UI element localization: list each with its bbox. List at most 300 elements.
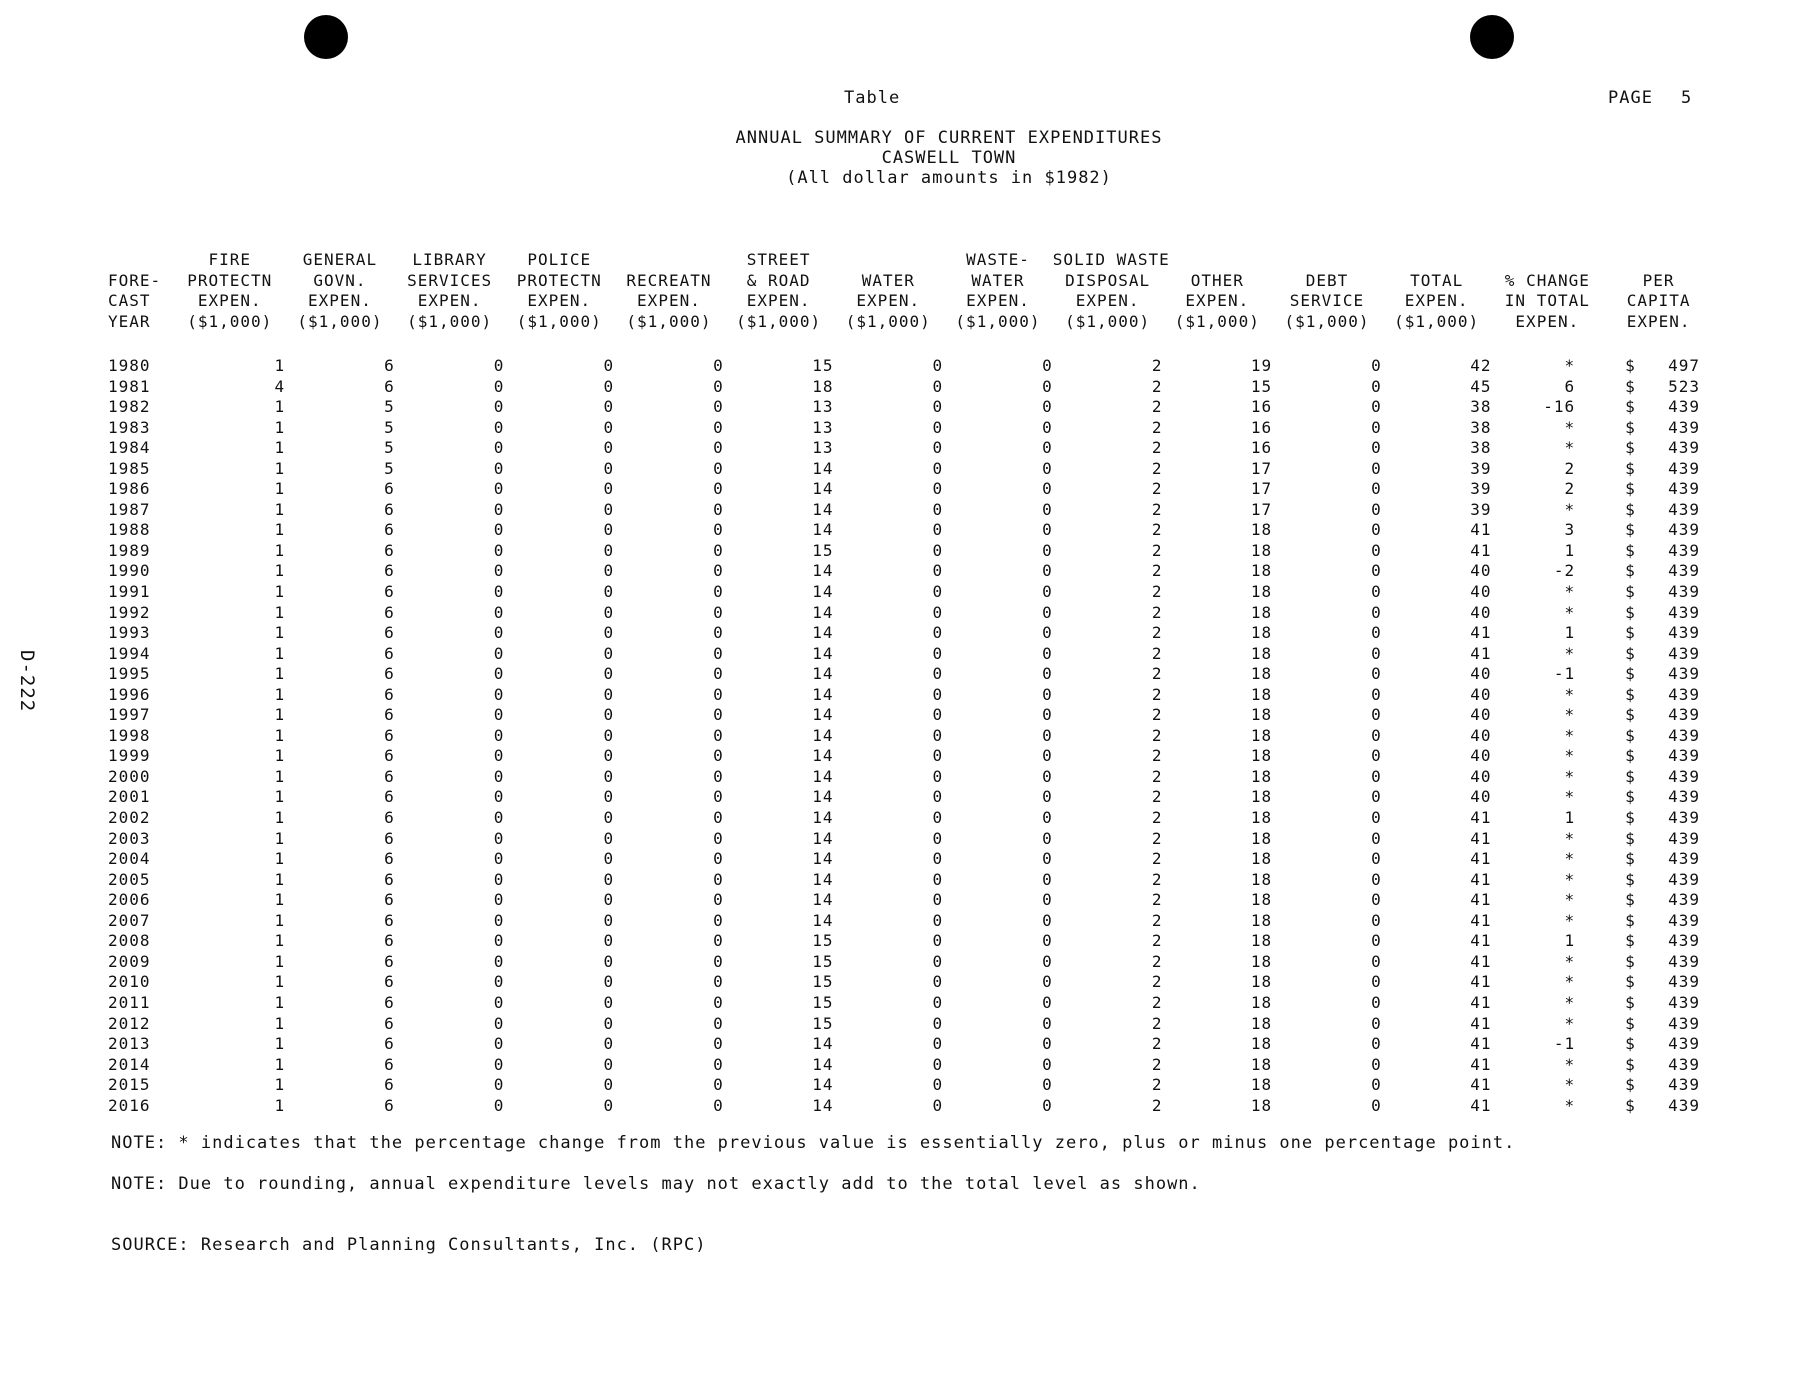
value-cell: 0 — [1042, 623, 1053, 643]
value-cell: 5 — [384, 438, 395, 458]
value-cell: 0 — [603, 1075, 615, 1095]
value-cell: 1 — [274, 808, 286, 828]
value-cell: 18 — [1250, 828, 1273, 848]
table-row — [108, 787, 1714, 808]
table-row — [108, 356, 1714, 377]
value-cell: 1 — [274, 1034, 286, 1054]
value-cell: 2 — [1151, 992, 1163, 1012]
year-cell: 2006 — [108, 890, 151, 910]
value-cell: 2 — [1151, 664, 1163, 684]
per-capita-cell — [1603, 911, 1714, 932]
value-cell: 41 — [1470, 849, 1492, 869]
column-header-line: CAST — [108, 291, 151, 310]
value-cell: * — [1564, 972, 1576, 992]
value-cell: 0 — [713, 890, 724, 910]
value-cell: 38 — [1470, 397, 1492, 417]
value-cell: 0 — [1042, 602, 1053, 622]
value-cell: 0 — [1371, 540, 1382, 560]
value-cell: 0 — [603, 664, 615, 684]
dollar-sign: $ — [1625, 808, 1636, 828]
value-cell: 0 — [932, 417, 944, 437]
value-cell: 1 — [274, 458, 286, 478]
dollar-sign: $ — [1625, 849, 1636, 869]
column-header-line: FORE- — [108, 270, 162, 290]
value-cell: 16 — [1250, 417, 1273, 437]
dollar-sign: $ — [1625, 1034, 1636, 1054]
value-cell: 0 — [603, 438, 615, 458]
value-cell: 14 — [812, 849, 834, 869]
value-cell: 18 — [1250, 1013, 1273, 1033]
value-cell: 0 — [493, 582, 505, 602]
column-header-line: SOLID WASTE — [1052, 250, 1170, 269]
dollar-sign: $ — [1625, 540, 1636, 560]
per-capita-value: 439 — [1668, 808, 1700, 828]
year-cell: 1989 — [108, 540, 151, 560]
value-cell: 0 — [1371, 520, 1382, 540]
value-cell: 0 — [713, 1075, 724, 1095]
value-cell: 41 — [1470, 623, 1492, 643]
value-cell: 6 — [384, 582, 395, 602]
per-capita-cell — [1603, 829, 1714, 850]
dollar-sign: $ — [1625, 1075, 1636, 1095]
year-cell: 2008 — [108, 931, 151, 951]
value-cell: 0 — [1042, 520, 1053, 540]
value-cell: 14 — [812, 602, 834, 622]
value-cell: 6 — [384, 746, 395, 766]
value-cell: 2 — [1151, 890, 1163, 910]
value-cell: 41 — [1470, 1075, 1492, 1095]
value-cell: 0 — [932, 992, 944, 1012]
dollar-sign: $ — [1625, 602, 1636, 622]
value-cell: 18 — [1250, 725, 1273, 745]
value-cell: 0 — [932, 520, 944, 540]
value-cell: 6 — [384, 684, 395, 704]
value-cell: 0 — [932, 479, 944, 499]
value-cell: 6 — [1564, 376, 1576, 396]
value-cell: 0 — [493, 705, 505, 725]
column-header-line: ($1,000) — [736, 311, 822, 331]
year-cell: 2007 — [108, 910, 151, 930]
value-cell: 1 — [274, 992, 286, 1012]
value-cell: 0 — [1042, 828, 1053, 848]
year-cell: 2015 — [108, 1075, 151, 1095]
value-cell: 6 — [384, 705, 395, 725]
value-cell: 0 — [713, 499, 724, 519]
value-cell: 18 — [1250, 1075, 1273, 1095]
value-cell: 14 — [812, 808, 834, 828]
value-cell: 15 — [812, 540, 834, 560]
value-cell: 0 — [1371, 684, 1382, 704]
dollar-sign: $ — [1625, 725, 1636, 745]
value-cell: 0 — [1371, 499, 1382, 519]
value-cell: * — [1564, 869, 1576, 889]
value-cell: 40 — [1470, 766, 1492, 786]
value-cell: 0 — [603, 479, 615, 499]
value-cell: 0 — [713, 766, 724, 786]
value-cell: 6 — [384, 828, 395, 848]
value-cell: 0 — [932, 828, 944, 848]
per-capita-cell — [1603, 1075, 1714, 1096]
document-title-block — [0, 128, 1798, 188]
value-cell: 40 — [1470, 705, 1492, 725]
value-cell: 0 — [493, 561, 505, 581]
value-cell: 2 — [1564, 479, 1576, 499]
value-cell: 0 — [1371, 787, 1382, 807]
value-cell: 14 — [812, 499, 834, 519]
value-cell: 2 — [1151, 582, 1163, 602]
column-header-line: ($1,000) — [1394, 311, 1480, 331]
year-cell: 1993 — [108, 623, 151, 643]
value-cell: 0 — [713, 643, 724, 663]
value-cell: 0 — [932, 397, 944, 417]
value-cell: 6 — [384, 499, 395, 519]
value-cell: 0 — [713, 602, 724, 622]
value-cell: 0 — [1042, 1054, 1053, 1074]
value-cell: 1 — [274, 849, 286, 869]
year-cell: 1999 — [108, 746, 151, 766]
value-cell: 0 — [932, 766, 944, 786]
value-cell: 4 — [274, 376, 286, 396]
value-cell: 0 — [603, 602, 615, 622]
per-capita-value: 439 — [1668, 725, 1700, 745]
value-cell: 6 — [384, 540, 395, 560]
value-cell: 6 — [384, 849, 395, 869]
value-cell: 0 — [493, 684, 505, 704]
per-capita-cell — [1603, 1014, 1714, 1035]
dollar-sign: $ — [1625, 397, 1636, 417]
value-cell: 0 — [1042, 684, 1053, 704]
per-capita-value: 439 — [1668, 561, 1700, 581]
per-capita-cell — [1603, 952, 1714, 973]
per-capita-value: 439 — [1668, 1054, 1700, 1074]
per-capita-value: 439 — [1668, 602, 1700, 622]
per-capita-cell — [1603, 726, 1714, 747]
value-cell: 17 — [1250, 458, 1273, 478]
value-cell: 0 — [1371, 890, 1382, 910]
value-cell: 0 — [1042, 992, 1053, 1012]
document-units-note: (All dollar amounts in $1982) — [786, 168, 1112, 188]
value-cell: 0 — [1371, 828, 1382, 848]
year-cell: 1985 — [108, 458, 151, 478]
value-cell: 3 — [1564, 520, 1576, 540]
value-cell: 1 — [274, 582, 286, 602]
year-cell: 2001 — [108, 787, 151, 807]
per-capita-cell — [1603, 808, 1714, 829]
column-header-line: ($1,000) — [1174, 311, 1260, 331]
value-cell: 0 — [1042, 951, 1053, 971]
value-cell: 0 — [932, 458, 944, 478]
value-cell: 0 — [1371, 664, 1382, 684]
value-cell: 5 — [384, 458, 395, 478]
per-capita-value: 439 — [1668, 520, 1700, 540]
value-cell: 18 — [1250, 869, 1273, 889]
value-cell: 0 — [713, 910, 724, 930]
column-header-line: FIRE — [208, 250, 252, 269]
value-cell: 1 — [274, 725, 286, 745]
value-cell: 15 — [812, 1013, 834, 1033]
value-cell: 0 — [713, 520, 724, 540]
value-cell: 0 — [1042, 787, 1053, 807]
value-cell: 0 — [932, 1095, 944, 1115]
dollar-sign: $ — [1625, 664, 1636, 684]
column-header-line: ($1,000) — [187, 311, 273, 331]
per-capita-value: 439 — [1668, 1095, 1700, 1115]
per-capita-value: 439 — [1668, 705, 1700, 725]
value-cell: 0 — [493, 376, 505, 396]
value-cell: 0 — [1042, 499, 1053, 519]
value-cell: 1 — [274, 684, 286, 704]
per-capita-value: 523 — [1668, 376, 1700, 396]
value-cell: * — [1564, 356, 1576, 375]
page-label: PAGE — [1608, 88, 1653, 108]
per-capita-cell — [1603, 561, 1714, 582]
value-cell: 2 — [1151, 705, 1163, 725]
value-cell: 5 — [384, 397, 395, 417]
table-row — [108, 438, 1714, 459]
dollar-sign: $ — [1625, 458, 1636, 478]
value-cell: * — [1564, 910, 1576, 930]
value-cell: 0 — [932, 1075, 944, 1095]
per-capita-value: 439 — [1668, 582, 1700, 602]
value-cell: 2 — [1151, 951, 1163, 971]
value-cell: 0 — [713, 1095, 724, 1115]
value-cell: 0 — [1042, 766, 1053, 786]
table-row — [108, 1014, 1714, 1035]
per-capita-value: 439 — [1668, 766, 1700, 786]
value-cell: * — [1564, 849, 1576, 869]
value-cell: 1 — [1564, 623, 1576, 643]
value-cell: 14 — [812, 869, 834, 889]
value-cell: 0 — [493, 849, 505, 869]
value-cell: 1 — [274, 972, 286, 992]
value-cell: 0 — [603, 787, 615, 807]
value-cell: 0 — [603, 766, 615, 786]
value-cell: 1 — [274, 520, 286, 540]
value-cell: 0 — [603, 582, 615, 602]
value-cell: 1 — [274, 1075, 286, 1095]
value-cell: 14 — [812, 1075, 834, 1095]
per-capita-value: 439 — [1668, 684, 1700, 704]
value-cell: 6 — [384, 1054, 395, 1074]
value-cell: 0 — [603, 910, 615, 930]
value-cell: 0 — [1042, 1034, 1053, 1054]
value-cell: 0 — [932, 910, 944, 930]
value-cell: 0 — [1042, 705, 1053, 725]
value-cell: 2 — [1151, 910, 1163, 930]
document-title: ANNUAL SUMMARY OF CURRENT EXPENDITURES — [735, 128, 1163, 148]
table-row — [108, 1075, 1714, 1096]
value-cell: 0 — [932, 951, 944, 971]
value-cell: 0 — [932, 643, 944, 663]
value-cell: 0 — [1042, 458, 1053, 478]
table-row — [108, 541, 1714, 562]
value-cell: 15 — [812, 972, 834, 992]
per-capita-value: 439 — [1668, 992, 1700, 1012]
value-cell: 39 — [1470, 479, 1492, 499]
value-cell: 6 — [384, 1034, 395, 1054]
value-cell: 0 — [1042, 356, 1053, 375]
per-capita-cell — [1603, 705, 1714, 726]
year-cell: 1997 — [108, 705, 151, 725]
value-cell: 0 — [1042, 849, 1053, 869]
column-header-line — [1603, 250, 1714, 271]
year-cell: 2010 — [108, 972, 151, 992]
side-page-code: D-222 — [16, 650, 38, 713]
value-cell: 16 — [1250, 397, 1273, 417]
table-row — [108, 808, 1714, 829]
value-cell: 14 — [812, 479, 834, 499]
value-cell: 19 — [1250, 356, 1273, 375]
value-cell: 0 — [603, 808, 615, 828]
column-header-line — [108, 250, 174, 271]
value-cell: 6 — [384, 1013, 395, 1033]
value-cell: 0 — [713, 540, 724, 560]
value-cell: 1 — [274, 869, 286, 889]
per-capita-value: 439 — [1668, 438, 1700, 458]
table-row — [108, 603, 1714, 624]
table-row — [108, 520, 1714, 541]
value-cell: * — [1564, 1075, 1576, 1095]
value-cell: 41 — [1470, 992, 1492, 1012]
value-cell: 0 — [932, 356, 944, 375]
per-capita-cell — [1603, 890, 1714, 911]
value-cell: 0 — [1371, 417, 1382, 437]
value-cell: 2 — [1151, 1075, 1163, 1095]
note-asterisk: NOTE: * indicates that the percentage change from the previous value is essentially zero, plus or minus one percentage point. — [111, 1133, 1516, 1153]
value-cell: 0 — [493, 1034, 505, 1054]
value-cell: 6 — [384, 808, 395, 828]
value-cell: 0 — [603, 520, 615, 540]
year-cell: 2009 — [108, 951, 151, 971]
punch-hole-left — [304, 15, 348, 59]
column-header-line: ($1,000) — [955, 311, 1041, 331]
value-cell: 0 — [603, 397, 615, 417]
value-cell: * — [1564, 705, 1576, 725]
value-cell: 40 — [1470, 684, 1492, 704]
value-cell: 2 — [1151, 520, 1163, 540]
per-capita-cell — [1603, 479, 1714, 500]
value-cell: 0 — [1042, 1075, 1053, 1095]
per-capita-value: 439 — [1668, 540, 1700, 560]
year-cell: 1986 — [108, 479, 151, 499]
value-cell: 0 — [1042, 931, 1053, 951]
value-cell: 41 — [1470, 643, 1492, 663]
value-cell: 0 — [1042, 746, 1053, 766]
value-cell: 1 — [274, 643, 286, 663]
value-cell: 0 — [932, 582, 944, 602]
value-cell: 0 — [603, 1054, 615, 1074]
value-cell: 14 — [812, 684, 834, 704]
value-cell: 18 — [1250, 664, 1273, 684]
value-cell: 0 — [713, 705, 724, 725]
table-row — [108, 972, 1714, 993]
year-cell: 2011 — [108, 992, 151, 1012]
value-cell: 14 — [812, 643, 834, 663]
value-cell: 17 — [1250, 499, 1273, 519]
value-cell: * — [1564, 417, 1576, 437]
table-row — [108, 705, 1714, 726]
value-cell: -1 — [1553, 1034, 1576, 1054]
per-capita-cell — [1603, 459, 1714, 480]
value-cell: 38 — [1470, 417, 1492, 437]
value-cell: 14 — [812, 458, 834, 478]
value-cell: 0 — [713, 992, 724, 1012]
value-cell: 0 — [1371, 951, 1382, 971]
value-cell: 0 — [713, 746, 724, 766]
value-cell: 16 — [1250, 438, 1273, 458]
per-capita-value: 439 — [1668, 417, 1700, 437]
year-cell: 1980 — [108, 356, 151, 375]
value-cell: 18 — [1250, 972, 1273, 992]
value-cell: 2 — [1151, 849, 1163, 869]
value-cell: 18 — [1250, 561, 1273, 581]
column-header-line: TOTAL — [1410, 270, 1464, 290]
value-cell: 1 — [274, 561, 286, 581]
column-header-line: OTHER — [1190, 270, 1244, 290]
value-cell: 0 — [603, 417, 615, 437]
value-cell: 40 — [1470, 787, 1492, 807]
value-cell: 0 — [713, 849, 724, 869]
value-cell: 1 — [274, 417, 286, 437]
column-header-line — [1162, 250, 1272, 271]
column-header-line: WATER — [861, 270, 915, 290]
dollar-sign: $ — [1625, 438, 1636, 458]
value-cell: 0 — [1042, 725, 1053, 745]
expenditures-table — [108, 250, 1714, 1116]
value-cell: 1 — [274, 623, 286, 643]
value-cell: 0 — [713, 869, 724, 889]
column-header-line: ($1,000) — [1065, 311, 1151, 331]
table-row — [108, 993, 1714, 1014]
value-cell: 1 — [274, 910, 286, 930]
value-cell: * — [1564, 643, 1576, 663]
value-cell: 6 — [384, 664, 395, 684]
table-row — [108, 500, 1714, 521]
table-row — [108, 377, 1714, 398]
value-cell: 2 — [1151, 397, 1163, 417]
value-cell: 0 — [713, 787, 724, 807]
column-header-line: WATER — [971, 270, 1025, 290]
value-cell: 0 — [493, 808, 505, 828]
column-header-line: ($1,000) — [1284, 311, 1370, 331]
value-cell: 14 — [812, 910, 834, 930]
year-cell: 2004 — [108, 849, 151, 869]
value-cell: 0 — [603, 376, 615, 396]
per-capita-value: 497 — [1668, 356, 1700, 375]
value-cell: 1 — [274, 602, 286, 622]
per-capita-value: 439 — [1668, 397, 1700, 417]
value-cell: 0 — [713, 664, 724, 684]
value-cell: 2 — [1151, 725, 1163, 745]
value-cell: 0 — [603, 992, 615, 1012]
value-cell: 2 — [1151, 623, 1163, 643]
value-cell: 18 — [1250, 602, 1273, 622]
value-cell: 13 — [812, 438, 834, 458]
value-cell: 0 — [713, 1034, 724, 1054]
table-row — [108, 829, 1714, 850]
value-cell: 2 — [1151, 376, 1163, 396]
value-cell: 0 — [1371, 602, 1382, 622]
value-cell: 0 — [932, 808, 944, 828]
value-cell: 0 — [713, 1013, 724, 1033]
table-row — [108, 890, 1714, 911]
year-cell: 1998 — [108, 725, 151, 745]
value-cell: 6 — [384, 1095, 395, 1115]
value-cell: * — [1564, 1054, 1576, 1074]
per-capita-cell — [1603, 1096, 1714, 1117]
value-cell: 2 — [1151, 499, 1163, 519]
value-cell: 14 — [812, 623, 834, 643]
